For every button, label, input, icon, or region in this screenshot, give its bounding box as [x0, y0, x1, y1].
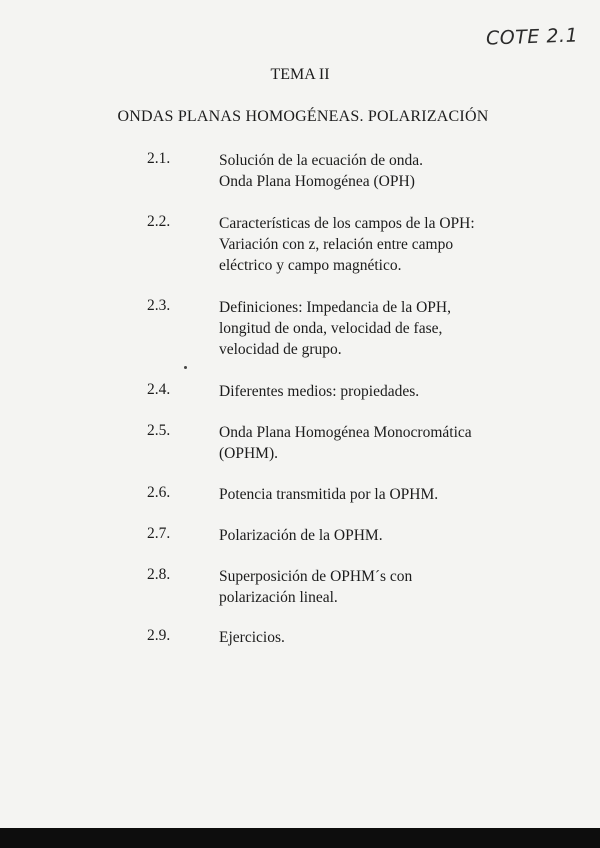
- toc-item-number: 2.1.: [147, 150, 171, 167]
- toc-item-number: 2.4.: [147, 381, 171, 398]
- toc-item-text: Polarización de la OPHM.: [219, 527, 383, 544]
- toc-item-number: 2.2.: [147, 213, 171, 230]
- toc-item-text: Definiciones: Impedancia de la OPH, longitud de onda, velocidad de fase, velocidad de grupo.: [219, 299, 451, 358]
- toc-item-number: 2.7.: [147, 525, 171, 542]
- toc-item-number: 2.3.: [147, 297, 171, 314]
- toc-item-text: Diferentes medios: propiedades.: [219, 383, 420, 400]
- chapter-heading: TEMA II: [270, 66, 330, 83]
- toc-item-text: Superposición de OPHM´s con polarización lineal.: [219, 568, 413, 606]
- toc-item-text: Onda Plana Homogénea Monocromática (OPHM).: [219, 424, 472, 462]
- handwritten-corner-note: COTE 2.1: [485, 24, 579, 50]
- toc-item-number: 2.8.: [147, 566, 171, 583]
- toc-item-number: 2.6.: [147, 484, 171, 501]
- page-title: ONDAS PLANAS HOMOGÉNEAS. POLARIZACIÓN: [117, 108, 489, 125]
- toc-item-text: Potencia transmitida por la OPHM.: [219, 486, 439, 503]
- toc-item-text: Solución de la ecuación de onda. Onda Plana Homogénea (OPH): [219, 152, 424, 190]
- toc-item-text: Características de los campos de la OPH: Variación con z, relación entre campo eléctrico y campo magnético.: [219, 215, 475, 274]
- stray-mark: [184, 366, 187, 369]
- toc-item-number: 2.5.: [147, 422, 171, 439]
- toc-item-number: 2.9.: [147, 627, 171, 644]
- toc-item-text: Ejercicios.: [219, 629, 285, 646]
- scan-bottom-edge: [0, 828, 600, 848]
